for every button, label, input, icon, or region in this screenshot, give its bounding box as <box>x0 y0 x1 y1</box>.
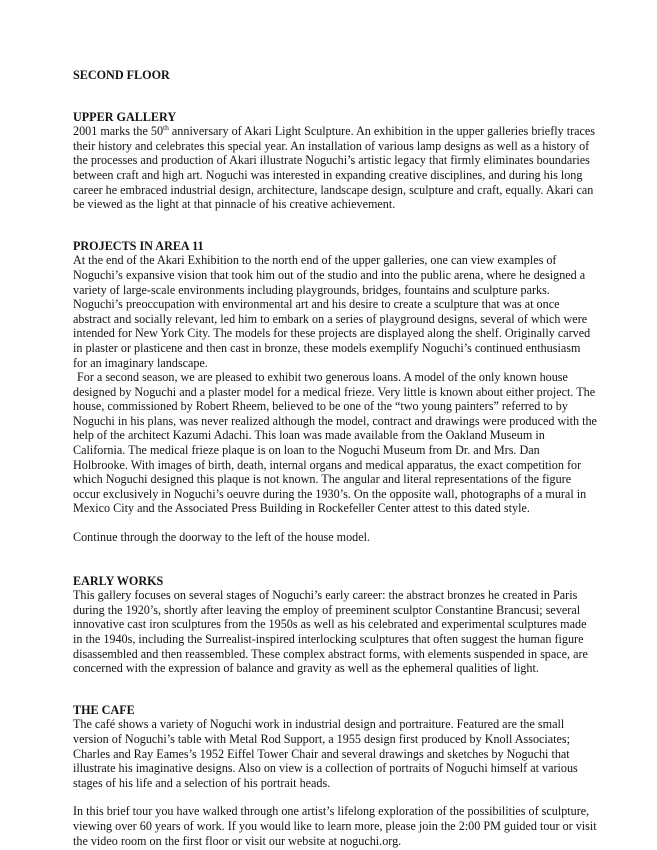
upper-gallery-section <box>73 110 597 212</box>
projects-paragraph-3: Continue through the doorway to the left of the house model. <box>73 530 371 545</box>
early-works-paragraph: This gallery focuses on several stages of Noguchi’s early career: the abstract bronzes he created in Paris during the 1920’s, shortly after leaving the employ of preeminent sculptor Constantine Brancusi; several innovative cast iron sculptures from the 1950s as well as his celebrated and experimental sculptures made in the 1940s, including the Surrealist-inspired interlocking sculptures that often suggest the human figure disassembled and then reassembled. These complex abstract forms, with elements suspended in space, are concerned with the expression of balance and gravity as well as the ephemeral qualities of light. <box>73 588 588 676</box>
upper-gallery-text-start: 2001 marks the 50 <box>73 124 164 139</box>
page-heading: SECOND FLOOR <box>73 68 170 82</box>
closing-paragraph: In this brief tour you have walked through one artist’s lifelong exploration of the possibilities of sculpture, viewing over 60 years of work. If you would like to learn more, please join the 2:00 PM guided tour or visit the video room on the first floor or visit our website at noguchi.org. <box>73 804 597 848</box>
upper-gallery-heading: UPPER GALLERY <box>73 109 177 124</box>
projects-paragraph-2: For a second season, we are pleased to exhibit two generous loans. A model of the only known house designed by Noguchi and a plaster model for a medical frieze. Very little is known about either project. The house, commissioned by Robert Rheem, believed to be one of the “two young painters” referred to by Noguchi in his plans, was never realized although the model, contract and drawings were produced with the help of the architect Kazumi Adachi. This loan was made available from the Oakland Museum in California. The medical frieze plaque is on loan to the Noguchi Museum from Dr. and Mrs. Dan Holbrooke. With images of birth, death, internal organs and medical apparatus, the exact competition for which Noguchi designed this plaque is not known. The angular and literal representations of the figure occur exclusively in Noguchi’s oeuvre during the 1930’s. On the opposite wall, photographs of a mural in Mexico City and the Associated Press Building in Rockefeller Center attest to this dated style. <box>73 370 597 516</box>
early-works-heading: EARLY WORKS <box>73 573 164 588</box>
upper-gallery-text-rest: anniversary of Akari Light Sculpture. An exhibition in the upper galleries briefly traces their history and celebrates this special year. An installation of various lamp designs as well as a history of the processes and production of Akari illustrate Noguchi’s artistic legacy that firmly eliminates boundaries between craft and high art. Noguchi was interested in expanding creative disciplines, and during his long career he embraced industrial design, architecture, landscape design, sculpture and craft, equally. Akari can be viewed as the light at that pinnacle of his creative achievement. <box>73 124 596 212</box>
cafe-section <box>73 703 597 791</box>
cafe-heading: THE CAFE <box>73 702 135 717</box>
projects-heading: PROJECTS IN AREA 11 <box>73 238 204 253</box>
upper-gallery-paragraph <box>73 124 597 212</box>
cafe-paragraph: The café shows a variety of Noguchi work in industrial design and portraiture. Featured are the small version of Noguchi’s table with Metal Rod Support, a 1955 design first produced by Knoll Associates; Charles and Ray Eames’s 1952 Eiffel Tower Chair and several drawings and sketches by Noguchi that illustrate his imaginative designs. Also on view is a collection of portraits of Noguchi himself at various stages of his life and a selection of his portrait heads. <box>73 717 578 790</box>
early-works-section <box>73 574 597 676</box>
projects-section <box>73 239 597 545</box>
ordinal-superscript: th <box>163 123 169 133</box>
projects-paragraph-1: At the end of the Akari Exhibition to the north end of the upper galleries, one can view examples of Noguchi’s expansive vision that took him out of the studio and into the public arena, where he designed a variety of large-scale environments including playgrounds, bridges, fountains and sculpture parks. Noguchi’s preoccupation with environmental art and his desire to create a sculpture that was at once abstract and socially relevant, led him to embark on a series of playground designs, several of which were intended for New York City. The models for these projects are displayed along the shelf. Originally carved in plaster or plasticene and then cast in bronze, these models exemplify Noguchi’s continued enthusiasm for an imaginary landscape. <box>73 253 591 370</box>
